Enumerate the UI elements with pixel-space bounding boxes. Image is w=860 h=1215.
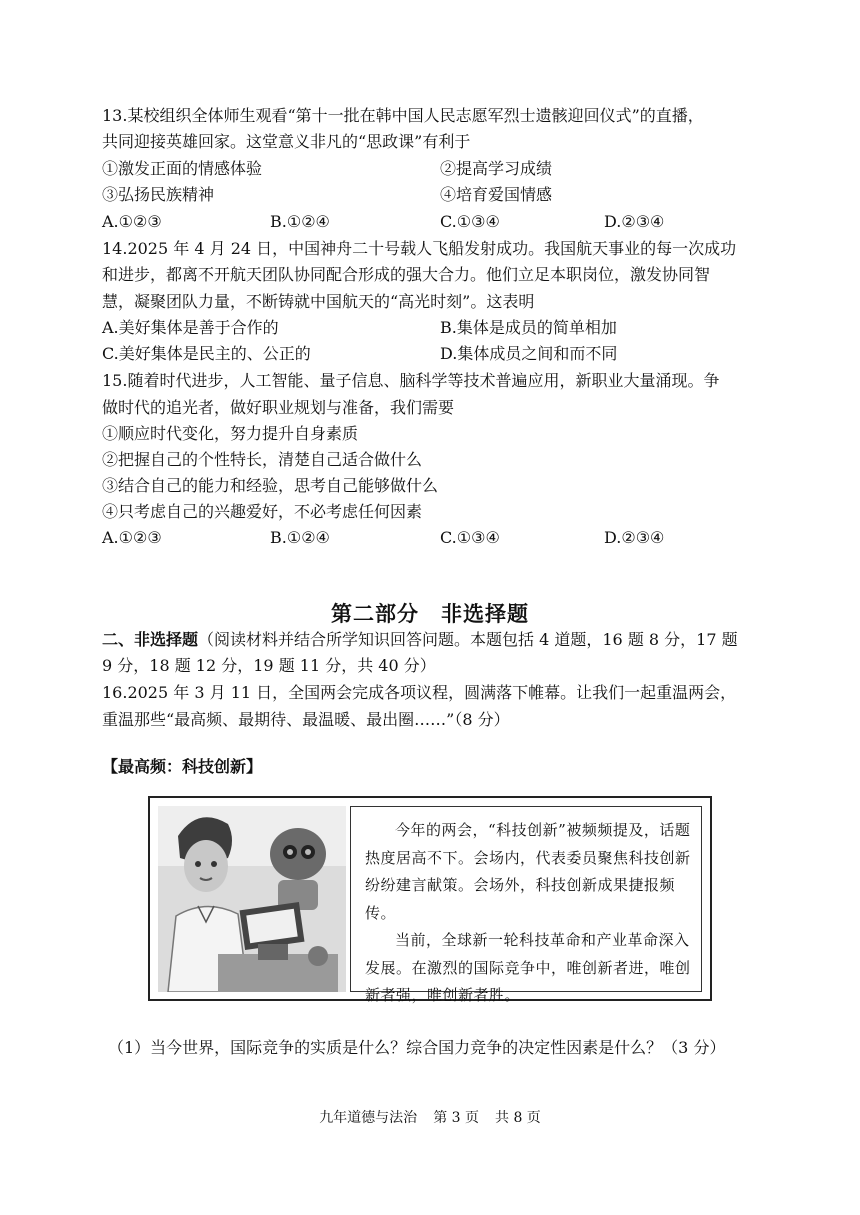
q16-heading: 【最高频：科技创新】 — [102, 757, 263, 776]
footer-subject: 九年道德与法治 — [319, 1110, 418, 1126]
q14-stem-line3: 慧，凝聚团队力量，不断铸就中国航天的“高光时刻”。这表明 — [102, 292, 535, 311]
material-paragraph-1: 今年的两会，“科技创新”被频频提及，话题热度居高不下。会场内，代表委员聚焦科技创新纷纷建言献策。会场外，科技创新成果捷报频传。 — [365, 821, 691, 922]
q16-subquestion-1: （1）当今世界，国际竞争的实质是什么？综合国力竞争的决定性因素是什么？（3 分） — [108, 1038, 726, 1057]
q15-option-b: B.①②④ — [270, 528, 330, 547]
q14-option-c: C.美好集体是民主的、公正的 — [102, 344, 311, 363]
material-text-box — [350, 806, 702, 1004]
q13-item-2: ②提高学习成绩 — [440, 159, 553, 178]
section-title-part: 第二部分 — [331, 602, 419, 626]
q14-option-a: A.美好集体是善于合作的 — [102, 318, 279, 337]
q15-option-a: A.①②③ — [102, 528, 162, 547]
q13-option-d: D.②③④ — [604, 212, 665, 231]
q13-stem-line2: 共同迎接英雄回家。这堂意义非凡的“思政课”有利于 — [102, 132, 471, 151]
q14-stem-line2: 和进步，都离不开航天团队协同配合形成的强大合力。他们立足本职岗位，激发协同智 — [102, 265, 711, 284]
q14-stem-line1: 14.2025 年 4 月 24 日，中国神舟二十号载人飞船发射成功。我国航天事业的每一次成功 — [102, 239, 737, 258]
q15-stem-line2: 做时代的追光者，做好职业规划与准备，我们需要 — [102, 398, 455, 417]
q15-option-d: D.②③④ — [604, 528, 665, 547]
q14-option-b: B.集体是成员的简单相加 — [440, 318, 617, 337]
footer-total-pages: 共 8 页 — [495, 1110, 541, 1126]
material-figure — [148, 796, 712, 1004]
q14-option-d: D.集体成员之间和而不同 — [440, 344, 618, 363]
material-paragraph-2: 当前，全球新一轮科技革命和产业革命深入发展。在激烈的国际竞争中，唯创新者进，唯创新者强，唯创新者胜。 — [365, 931, 691, 1004]
q13-option-a: A.①②③ — [102, 212, 162, 231]
section-title-name: 非选择题 — [441, 602, 529, 626]
part2-heading: 二、非选择题 — [102, 630, 199, 649]
q13-stem-line1: 13.某校组织全体师生观看“第十一批在韩中国人民志愿军烈士遗骸迎回仪式”的直播， — [102, 106, 704, 125]
q13-option-c: C.①③④ — [440, 212, 500, 231]
part2-instructions-text: （阅读材料并结合所学知识回答问题。本题包括 4 道题，16 题 8 分，17 题 — [198, 630, 738, 649]
q15-option-c: C.①③④ — [440, 528, 500, 547]
section-title — [0, 598, 860, 628]
q16-stem-line2: 重温那些“最高频、最期待、最温暖、最出圈……”（8 分） — [102, 710, 510, 729]
q13-item-3: ③弘扬民族精神 — [102, 185, 215, 204]
q13-item-1: ①激发正面的情感体验 — [102, 159, 263, 178]
part2-instructions-line2: 9 分，18 题 12 分，19 题 11 分，共 40 分） — [102, 656, 436, 675]
q16-stem-line1: 16.2025 年 3 月 11 日，全国两会完成各项议程，圆满落下帷幕。让我们一起重温两会， — [102, 683, 737, 702]
students-robot-illustration — [158, 806, 346, 992]
q13-option-b: B.①②④ — [270, 212, 330, 231]
q13-item-4: ④培育爱国情感 — [440, 185, 553, 204]
q15-item-2: ②把握自己的个性特长，清楚自己适合做什么 — [102, 450, 423, 469]
footer-page-number: 第 3 页 — [433, 1110, 479, 1126]
q15-stem-line1: 15.随着时代进步，人工智能、量子信息、脑科学等技术普遍应用，新职业大量涌现。争 — [102, 371, 720, 390]
q15-item-4: ④只考虑自己的兴趣爱好，不必考虑任何因素 — [102, 502, 423, 521]
q15-item-1: ①顺应时代变化，努力提升自身素质 — [102, 424, 359, 443]
page-footer — [0, 1107, 860, 1127]
part2-instructions-line1 — [102, 628, 738, 652]
q15-item-3: ③结合自己的能力和经验，思考自己能够做什么 — [102, 476, 439, 495]
